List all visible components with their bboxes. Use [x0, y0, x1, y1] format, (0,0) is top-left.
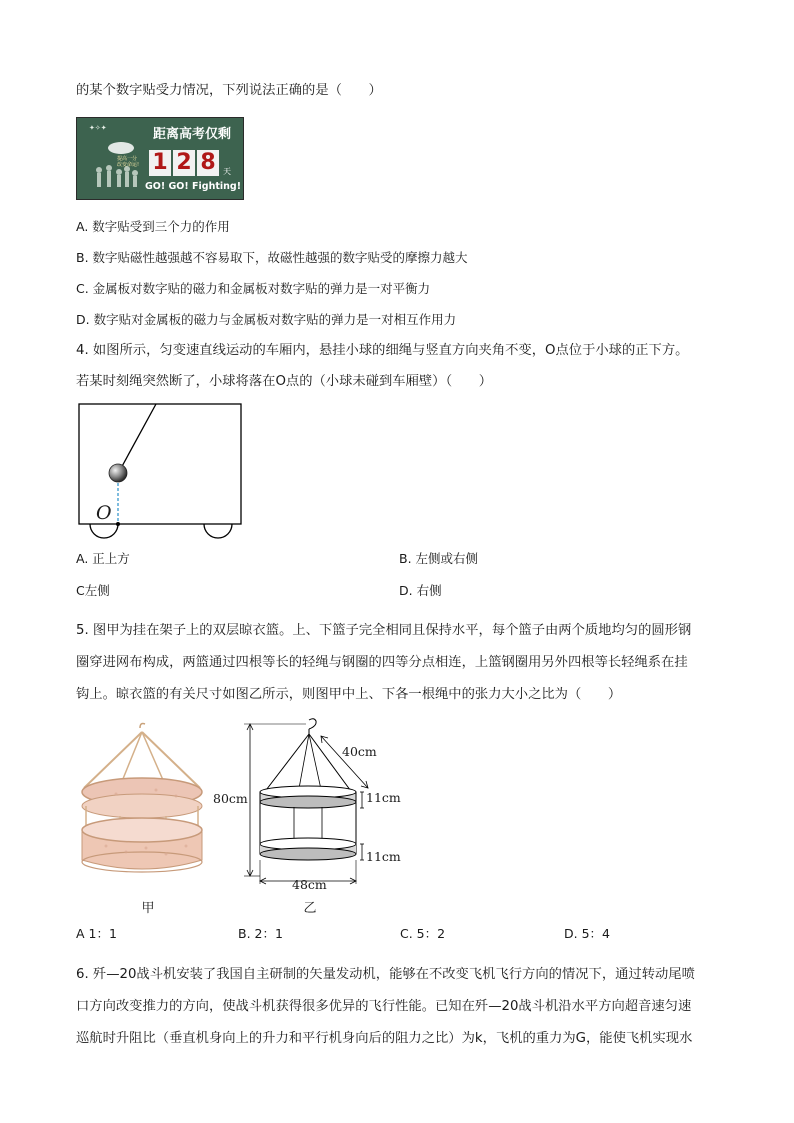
q5-stem-line-1: 5. 图甲为挂在架子上的双层晾衣篮。上、下篮子完全相同且保持水平，每个篮子由两个质地均匀的圆形钢	[76, 623, 692, 638]
q4-option-c: C左侧	[76, 583, 110, 598]
q5-stem-line-2: 圈穿进网布构成，两篮通过四根等长的轻绳与钢圈的四等分点相连，上篮钢圈用另外四根等长轻绳系在挂	[76, 655, 688, 670]
board-footer: GO! GO! Fighting!	[145, 181, 242, 192]
dim-basket-height-top: 11cm	[366, 790, 401, 805]
svg-text:✦✧✦: ✦✧✦	[89, 124, 107, 132]
board-digit-3: 8	[197, 150, 219, 176]
q4-stem-line-2: 若某时刻绳突然断了，小球将落在O点的（小球未碰到车厢壁）（ ）	[76, 374, 493, 389]
q3-option-a: A. 数字贴受到三个力的作用	[76, 219, 230, 234]
q5-stem-line-3: 钩上。晾衣篮的有关尺寸如图乙所示，则图甲中上、下各一根绳中的张力大小之比为（ ）	[76, 687, 622, 702]
dim-basket-height-bottom: 11cm	[366, 849, 401, 864]
q4-option-a: A. 正上方	[76, 551, 130, 566]
q4-option-d: D. 右侧	[399, 583, 442, 598]
board-unit: 天	[223, 167, 231, 176]
q3-stem: 的某个数字贴受力情况，下列说法正确的是（ ）	[76, 83, 382, 98]
point-o-label: O	[96, 502, 112, 524]
board-digit-1: 1	[149, 150, 171, 176]
drying-basket-photo	[76, 720, 208, 880]
board-title: 距离高考仅剩	[153, 127, 232, 142]
q4-stem-line-1: 4. 如图所示，匀变速直线运动的车厢内，悬挂小球的细绳与竖直方向夹角不变，O点位于小球的正下方。	[76, 343, 689, 358]
dim-diameter: 48cm	[292, 877, 327, 892]
dim-rope-length: 40cm	[342, 744, 377, 759]
board-slogan: 提高一分 改变命运!	[117, 156, 140, 168]
q5-option-b: B. 2：1	[238, 926, 283, 941]
q4-option-b: B. 左侧或右侧	[399, 551, 479, 566]
board-digit-2: 2	[173, 150, 195, 176]
q6-stem-line-2: 口方向改变推力的方向，使战斗机获得很多优异的飞行性能。已知在歼—20战斗机沿水平方向超音速匀速	[76, 999, 692, 1014]
figure-a-caption: 甲	[141, 901, 155, 916]
q6-stem-line-1: 6. 歼—20战斗机安装了我国自主研制的矢量发动机，能够在不改变飞机飞行方向的情况下，通过转动尾喷	[76, 967, 695, 982]
q5-option-d: D. 5：4	[564, 926, 610, 941]
ball	[109, 464, 127, 482]
dim-total-height: 80cm	[213, 791, 248, 806]
q5-option-a: A 1：1	[76, 926, 117, 941]
q3-option-d: D. 数字贴对金属板的磁力与金属板对数字贴的弹力是一对相互作用力	[76, 312, 457, 327]
countdown-board-image	[76, 117, 244, 200]
q6-stem-line-3: 巡航时升阻比（垂直机身向上的升力和平行机身向后的阻力之比）为k，飞机的重力为G，能使飞机实现水	[76, 1031, 693, 1046]
q3-option-c: C. 金属板对数字贴的磁力和金属板对数字贴的弹力是一对平衡力	[76, 281, 431, 296]
q3-option-b: B. 数字贴磁性越强越不容易取下，故磁性越强的数字贴受的摩擦力越大	[76, 250, 468, 265]
figure-b-caption: 乙	[303, 901, 317, 916]
q5-option-c: C. 5：2	[400, 926, 446, 941]
